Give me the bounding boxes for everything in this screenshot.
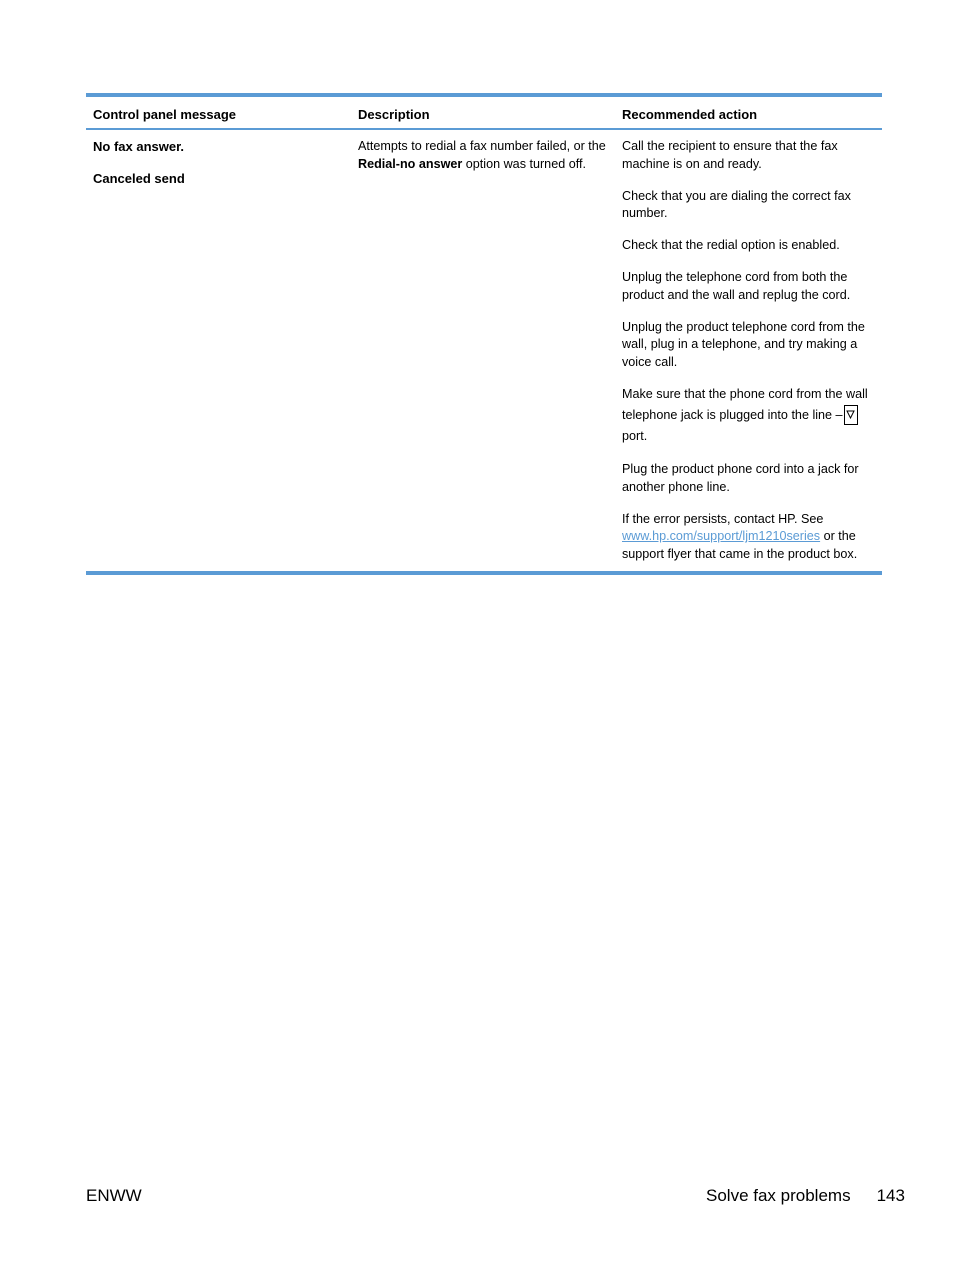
table-row (86, 130, 882, 571)
footer-left-label: ENWW (86, 1186, 142, 1205)
action-contact-hp (622, 511, 874, 564)
action-port-after: port. (622, 428, 648, 443)
table-header-row (86, 97, 882, 128)
action-test-telephone: Unplug the product telephone cord from the wall, plug in a telephone, and try making a voice call. (622, 319, 865, 369)
description-option-name: Redial-no answer (358, 156, 463, 171)
line-port-icon (844, 405, 858, 425)
description-cell (351, 138, 616, 563)
header-description: Description (358, 106, 430, 122)
description-before: Attempts to redial a fax number failed, or the (358, 139, 606, 153)
action-contact-before: If the error persists, contact HP. See (622, 511, 824, 526)
action-check-number: Check that you are dialing the correct fax number. (622, 188, 851, 220)
page-number: 143 (876, 1186, 905, 1205)
action-port-before: Make sure that the phone cord from the wall telephone jack is plugged into the line – (622, 386, 868, 422)
fax-error-table (86, 93, 882, 575)
action-call-recipient: Call the recipient to ensure that the fax machine is on and ready. (622, 139, 838, 171)
message-no-fax-answer: No fax answer. (93, 139, 185, 154)
support-link[interactable]: www.hp.com/support/ljm1210series (622, 529, 821, 543)
table-bottom-rule (86, 571, 882, 575)
action-check-redial: Check that the redial option is enabled. (622, 238, 840, 252)
message-canceled-send: Canceled send (93, 171, 185, 186)
description-text (358, 138, 610, 173)
footer-section-title: Solve fax problems (706, 1186, 851, 1205)
footer-right (706, 1186, 905, 1206)
action-replug-cord: Unplug the telephone cord from both the product and the wall and replug the cord. (622, 270, 851, 302)
action-cell (616, 138, 882, 563)
message-cell (86, 138, 351, 563)
action-contact-after: or the support flyer that came in the product box. (622, 529, 858, 561)
header-recommended-action: Recommended action (622, 106, 758, 122)
header-control-panel-message: Control panel message (93, 106, 237, 122)
action-plug-another-line: Plug the product phone cord into a jack for another phone line. (622, 462, 859, 494)
description-after: option was turned off. (462, 156, 586, 171)
action-check-port (622, 384, 874, 447)
